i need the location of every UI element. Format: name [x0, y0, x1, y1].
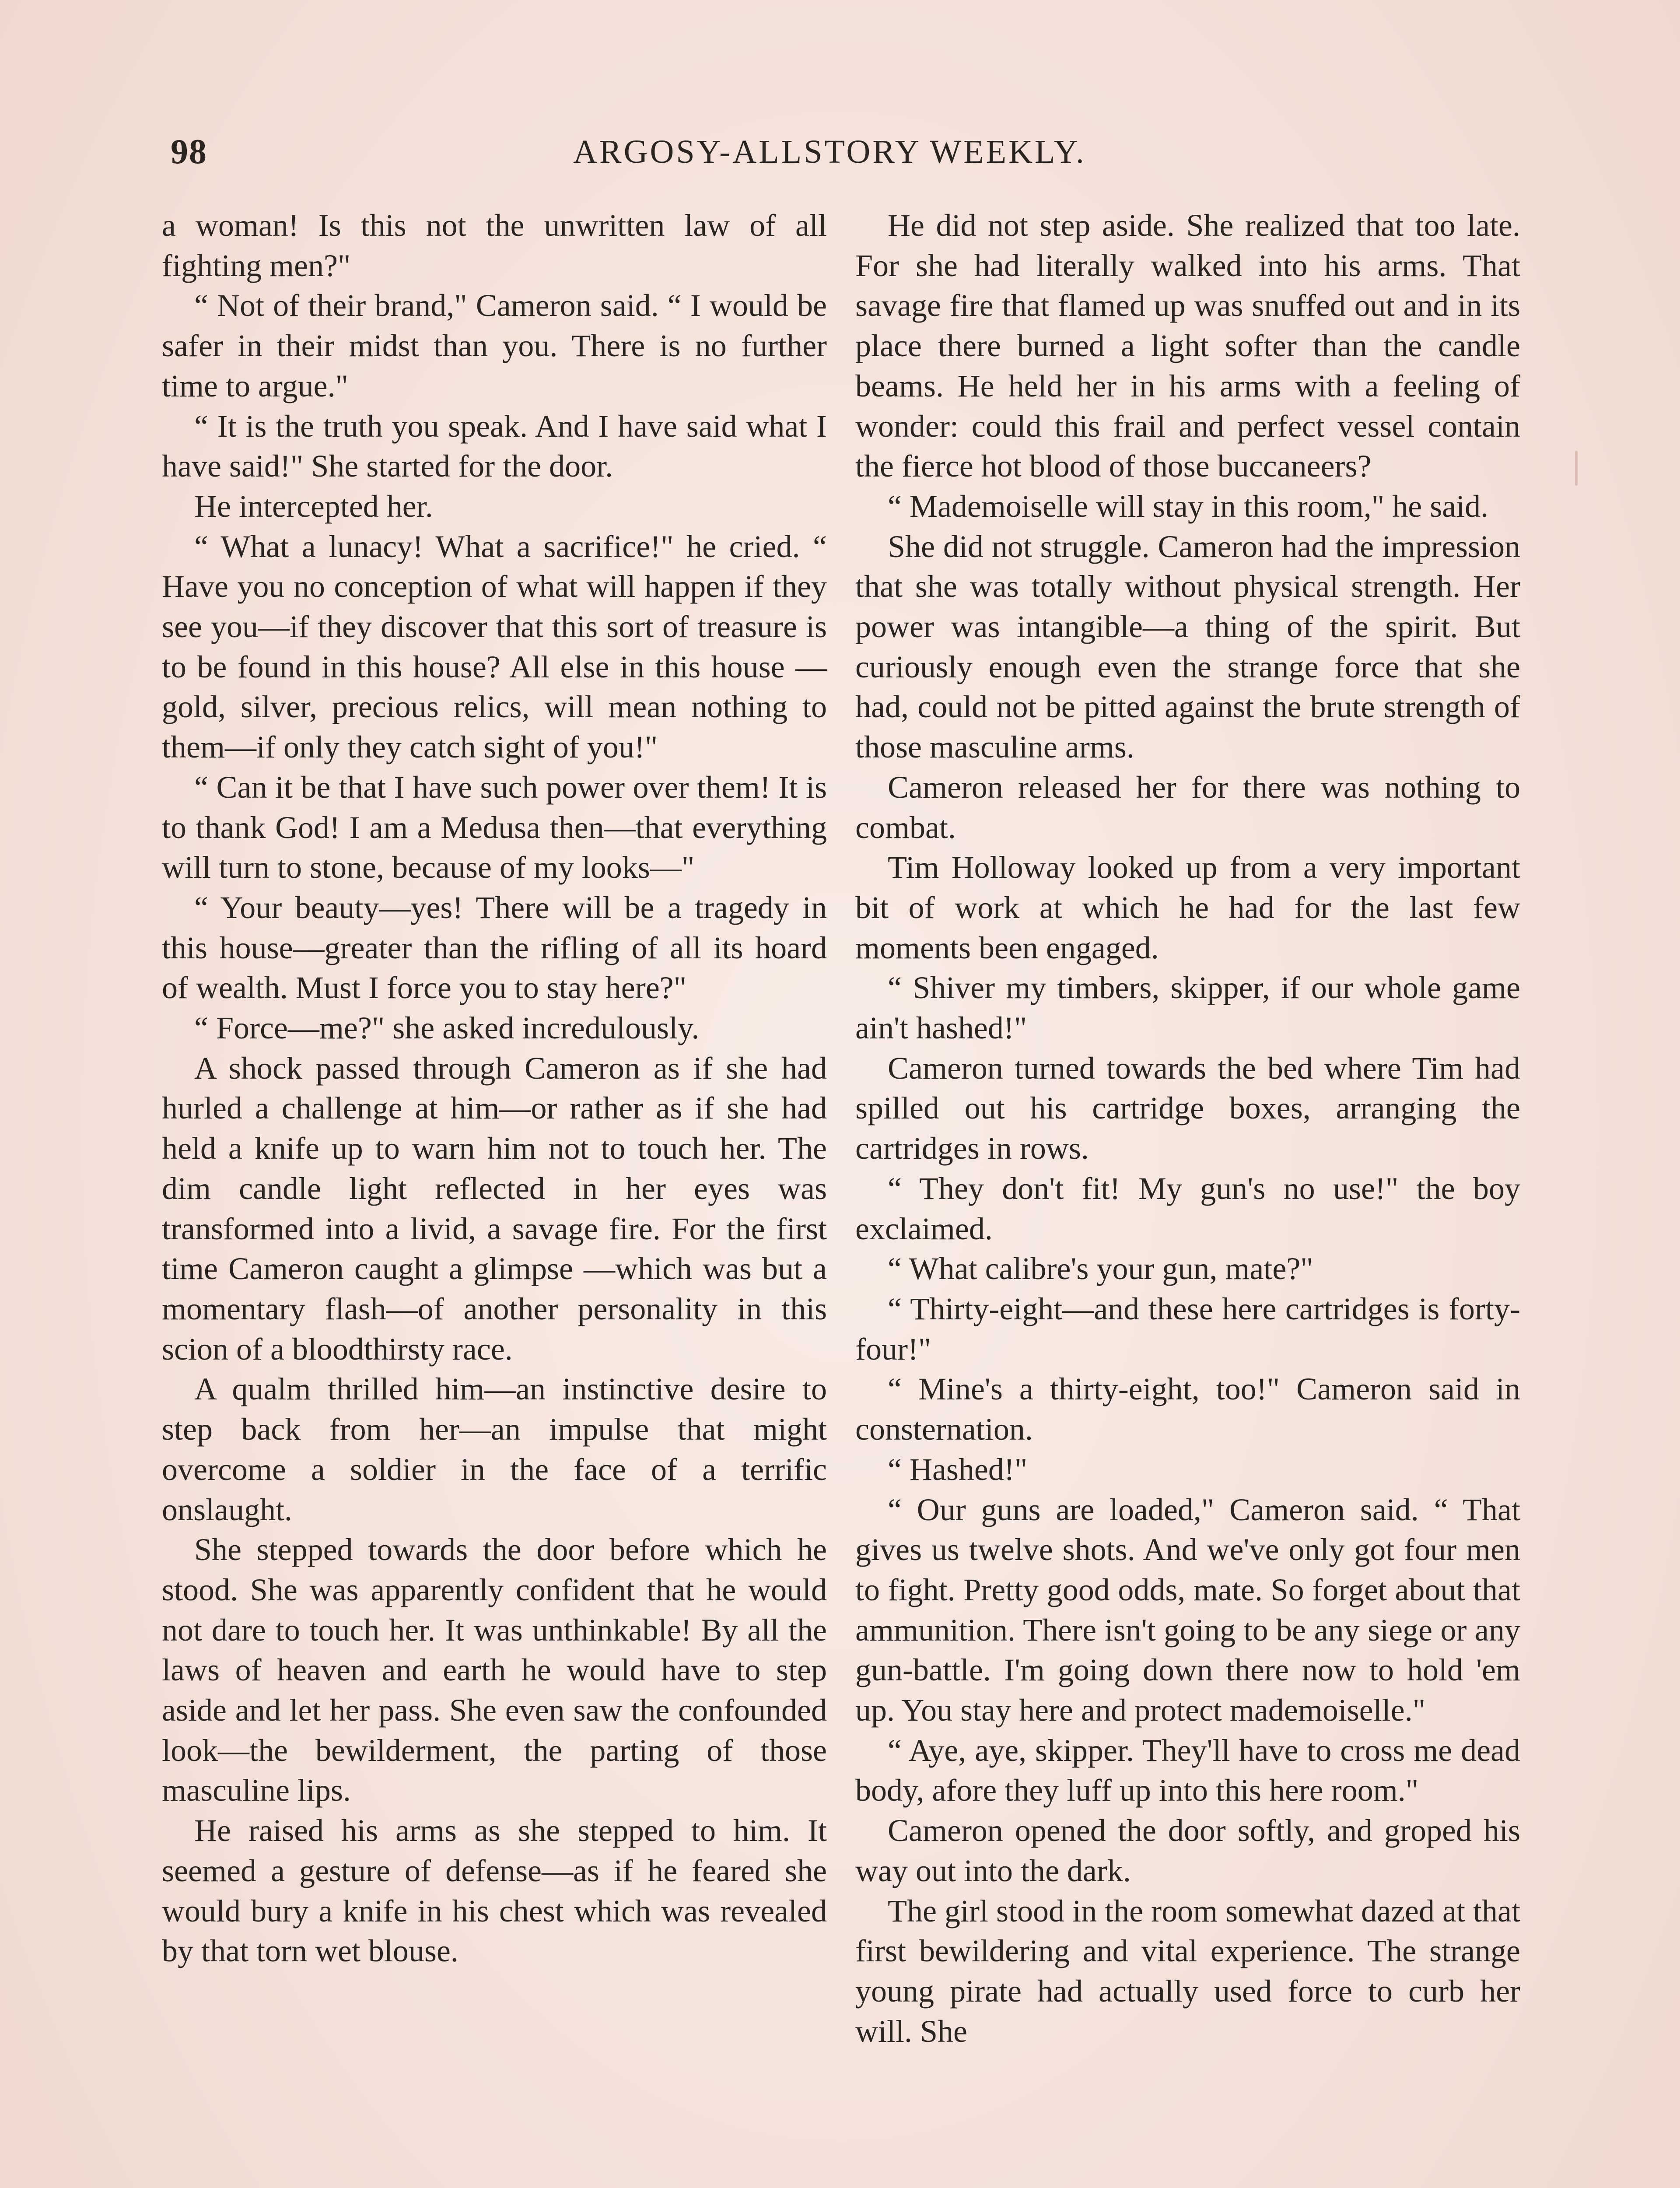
paragraph: Cameron turned towards the bed where Tim had spilled out his cartridge boxes, arranging the cartridges in rows. [855, 1050, 1520, 1166]
page-header [171, 128, 1509, 176]
paragraph: Cameron released her for there was nothing to combat. [855, 769, 1520, 845]
paragraph: “ Not of their brand," Cameron said. “ I would be safer in their midst than you. There is no further time to argue." [162, 288, 827, 403]
paragraph: She did not struggle. Cameron had the impression that she was totally without physical strength. Her power was intangible—a thing of the spirit. But curiously enough even the strange force that she had, could not be pitted against the brute strength of those masculine arms. [855, 529, 1520, 765]
paragraph: “ Shiver my timbers, skipper, if our whole game ain't hashed!" [855, 970, 1520, 1046]
paragraph: “ Hashed!" [888, 1452, 1028, 1487]
paragraph: “ Can it be that I have such power over them! It is to thank God! I am a Medusa then—that everything will turn to stone, because of my looks—" [162, 769, 827, 885]
paragraph: “ Aye, aye, skipper. They'll have to cross me dead body, afore they luff up into this here room." [855, 1732, 1520, 1808]
page-mark [1575, 451, 1578, 486]
paragraph: He raised his arms as she stepped to him. It seemed a gesture of defense—as if he feared she would bury a knife in his chest which was revealed by that torn wet blouse. [162, 1813, 827, 1969]
paragraph: “ Thirty-eight—and these here cartridges is forty-four!" [855, 1291, 1520, 1367]
running-head: ARGOSY-ALLSTORY WEEKLY. [573, 133, 1086, 170]
paragraph: The girl stood in the room somewhat dazed at that first bewildering and vital experience. The strange young pirate had actually used force to curb her will. She [855, 1893, 1520, 2049]
paragraph: A qualm thrilled him—an instinctive desire to step back from her—an impulse that might overcome a soldier in the face of a terrific onslaught. [162, 1371, 827, 1527]
paragraph: “ What a lunacy! What a sacrifice!" he cried. “ Have you no conception of what will happen if they see you—if they discover that this sort of treasure is to be found in this house? All else in this house —gold, silver, precious relics, will mean nothing to them—if only they catch sight of you!" [162, 529, 827, 765]
left-column [162, 206, 827, 1971]
paragraph: a woman! Is this not the unwritten law of all fighting men?" [162, 208, 827, 283]
paragraph: Tim Holloway looked up from a very important bit of work at which he had for the last few moments been engaged. [855, 850, 1520, 965]
right-column [855, 206, 1520, 2051]
paragraph: “ Our guns are loaded," Cameron said. “ That gives us twelve shots. And we've only got four men to fight. Pretty good odds, mate. So forget about that ammunition. There isn't going to be any siege or any gun-battle. I'm going down there now to hold 'em up. You stay here and protect mademoiselle." [855, 1492, 1520, 1728]
paragraph: He did not step aside. She realized that too late. For she had literally walked into his arms. That savage fire that flamed up was snuffed out and in its place there burned a light softer than the candle beams. He held her in his arms with a feeling of wonder: could this frail and perfect vessel contain the fierce hot blood of those buccaneers? [855, 208, 1520, 484]
paragraph: “ Mine's a thirty-eight, too!" Cameron said in consternation. [855, 1371, 1520, 1447]
page-number: 98 [171, 133, 207, 171]
paragraph: “ They don't fit! My gun's no use!" the boy exclaimed. [855, 1171, 1520, 1246]
paragraph: A shock passed through Cameron as if she had hurled a challenge at him—or rather as if she had held a knife up to warn him not to touch her. The dim candle light reflected in her eyes was transformed into a livid, a savage fire. For the first time Cameron caught a glimpse —which was but a momentary flash—of another personality in this scion of a bloodthirsty race. [162, 1050, 827, 1367]
paragraph: “ Force—me?" she asked incredulously. [194, 1010, 700, 1046]
paragraph: “ What calibre's your gun, mate?" [888, 1251, 1313, 1287]
paragraph: “ Mademoiselle will stay in this room," he said. [888, 488, 1489, 524]
paragraph: “ Your beauty—yes! There will be a tragedy in this house—greater than the rifling of all its hoard of wealth. Must I force you to stay here?" [162, 890, 827, 1006]
paragraph: He intercepted her. [194, 488, 433, 524]
paragraph: “ It is the truth you speak. And I have said what I have said!" She started for the door. [162, 408, 827, 484]
paragraph: She stepped towards the door before which he stood. She was apparently confident that he would not dare to touch her. It was unthinkable! By all the laws of heaven and earth he would have to step aside and let her pass. She even saw the confounded look—the bewilderment, the parting of those masculine lips. [162, 1532, 827, 1808]
paragraph: Cameron opened the door softly, and groped his way out into the dark. [855, 1813, 1520, 1888]
